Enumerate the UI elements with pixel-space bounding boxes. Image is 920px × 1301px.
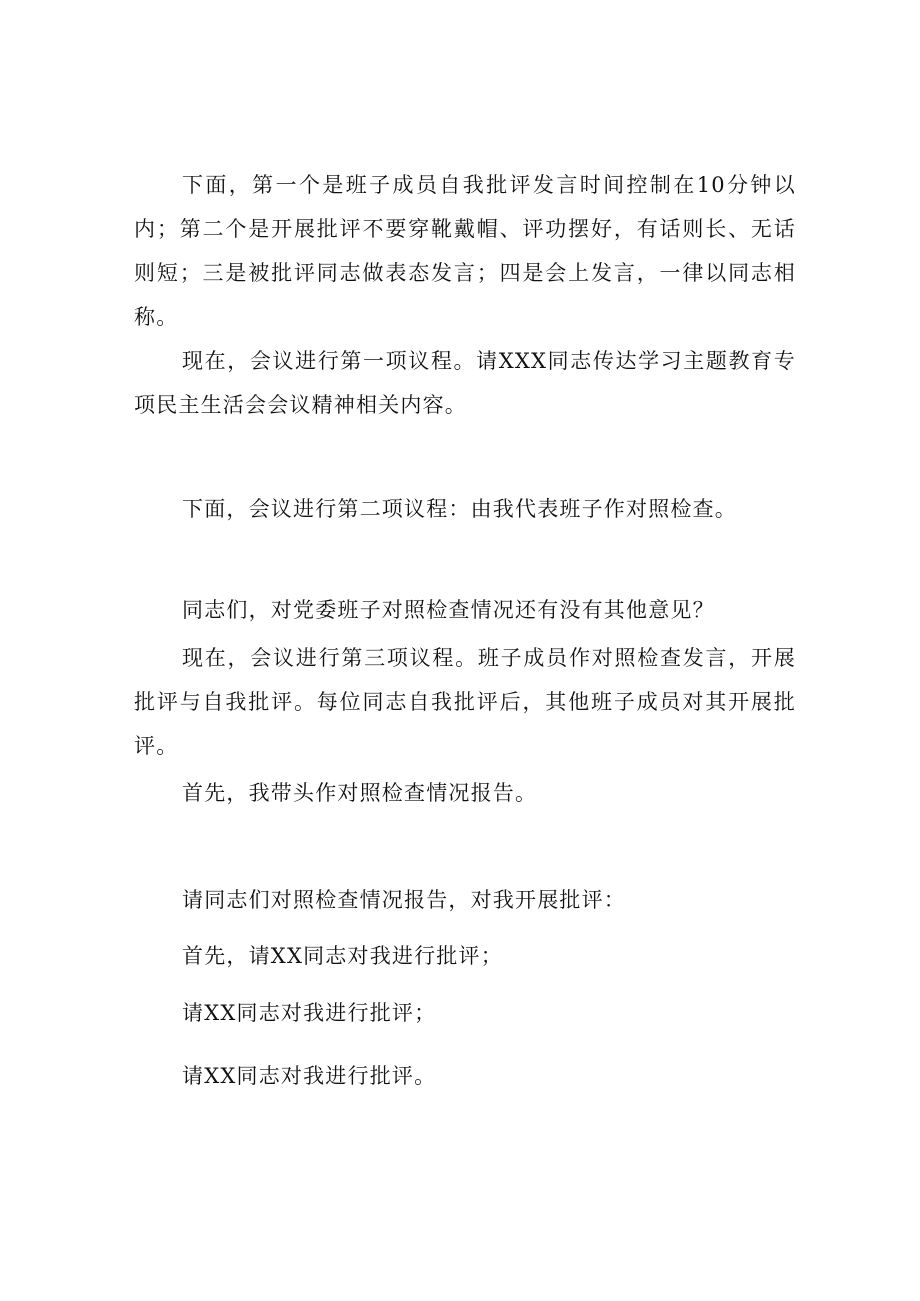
paragraph-agenda-item-1: 现在，会议进行第一项议程。请XXX同志传达学习主题教育专项民主生活会会议精神相关内容。 — [134, 349, 796, 417]
paragraph-criticism-first: 首先，请XX同志对我进行批评； — [182, 944, 503, 968]
paragraph-request-criticism: 请同志们对照检查情况报告，对我开展批评： — [182, 888, 626, 912]
paragraph-agenda-item-3: 现在，会议进行第三项议程。班子成员作对照检查发言，开展批评与自我批评。每位同志自我批评后，其他班子成员对其开展批评。 — [134, 646, 796, 758]
paragraph-opinion-question: 同志们，对党委班子对照检查情况还有没有其他意见？ — [182, 598, 715, 622]
paragraph-meeting-rules: 下面，第一个是班子成员自我批评发言时间控制在10分钟以内；第二个是开展批评不要穿靴戴帽、评功摆好，有话则长、无话则短；三是被批评同志做表态发言；四是会上发言，一律以同志相称。 — [134, 173, 796, 329]
paragraph-criticism-third: 请XX同志对我进行批评。 — [182, 1064, 437, 1088]
paragraph-self-report: 首先，我带头作对照检查情况报告。 — [182, 781, 538, 805]
paragraph-criticism-second: 请XX同志对我进行批评； — [182, 1001, 437, 1025]
paragraph-agenda-item-2: 下面，会议进行第二项议程：由我代表班子作对照检查。 — [182, 497, 737, 521]
